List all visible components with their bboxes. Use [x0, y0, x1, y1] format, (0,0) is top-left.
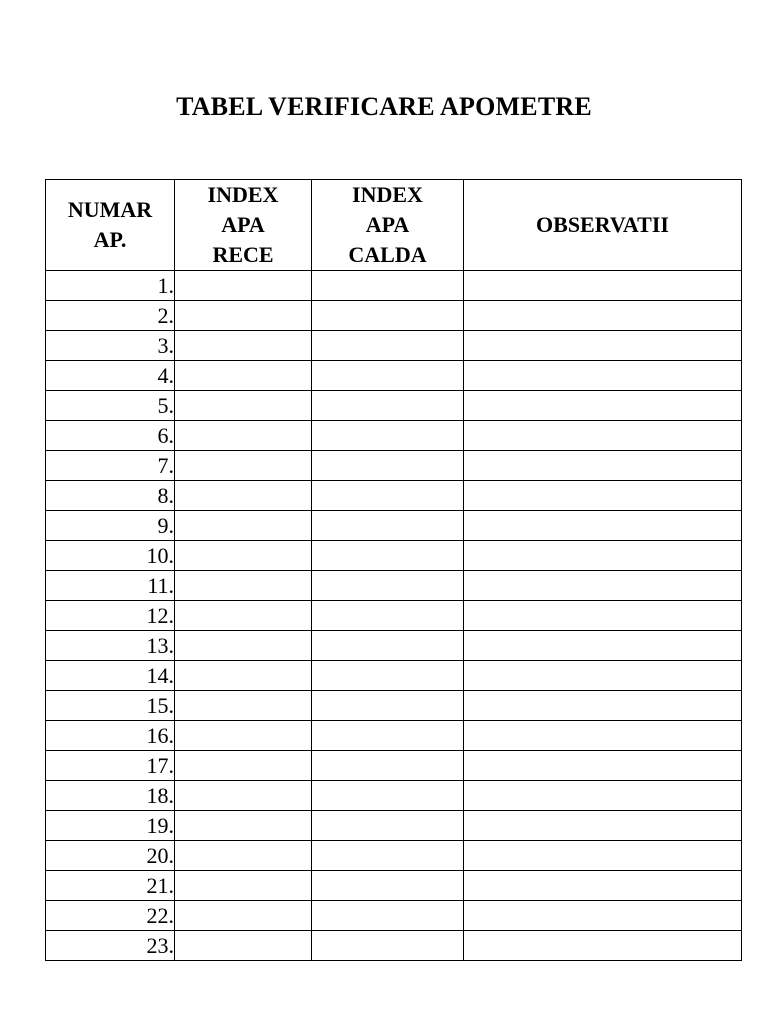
- hot-water-index-cell[interactable]: [312, 691, 464, 721]
- observations-cell[interactable]: [464, 301, 742, 331]
- apartment-number-cell: 10.: [46, 541, 175, 571]
- observations-cell[interactable]: [464, 661, 742, 691]
- table-row: [46, 661, 742, 691]
- observations-cell[interactable]: [464, 391, 742, 421]
- header-cold-water-index: [175, 180, 312, 271]
- apartment-number-cell: 11.: [46, 571, 175, 601]
- header-line: APA: [365, 212, 410, 237]
- apartment-number-cell: 13.: [46, 631, 175, 661]
- observations-cell[interactable]: [464, 271, 742, 301]
- apartment-number-cell: 7.: [46, 451, 175, 481]
- hot-water-index-cell[interactable]: [312, 751, 464, 781]
- table-row: [46, 811, 742, 841]
- hot-water-index-cell[interactable]: [312, 301, 464, 331]
- header-line: INDEX: [207, 182, 279, 207]
- cold-water-index-cell[interactable]: [175, 901, 312, 931]
- cold-water-index-cell[interactable]: [175, 691, 312, 721]
- table-row: [46, 481, 742, 511]
- observations-cell[interactable]: [464, 721, 742, 751]
- table-row: [46, 841, 742, 871]
- observations-cell[interactable]: [464, 571, 742, 601]
- apartment-number-cell: 17.: [46, 751, 175, 781]
- apartment-number-cell: 18.: [46, 781, 175, 811]
- hot-water-index-cell[interactable]: [312, 511, 464, 541]
- apartment-number-cell: 23.: [46, 931, 175, 961]
- hot-water-index-cell[interactable]: [312, 451, 464, 481]
- apartment-number-cell: 2.: [46, 301, 175, 331]
- hot-water-index-cell[interactable]: [312, 631, 464, 661]
- hot-water-index-cell[interactable]: [312, 571, 464, 601]
- table-header-row: [46, 180, 742, 271]
- table-row: [46, 571, 742, 601]
- table-row: [46, 781, 742, 811]
- apartment-number-cell: 4.: [46, 361, 175, 391]
- header-hot-water-index: [312, 180, 464, 271]
- hot-water-index-cell[interactable]: [312, 481, 464, 511]
- table-row: [46, 421, 742, 451]
- hot-water-index-cell[interactable]: [312, 661, 464, 691]
- header-line: CALDA: [348, 242, 427, 267]
- cold-water-index-cell[interactable]: [175, 661, 312, 691]
- observations-cell[interactable]: [464, 481, 742, 511]
- apartment-number-cell: 3.: [46, 331, 175, 361]
- apartment-number-cell: 1.: [46, 271, 175, 301]
- table-row: [46, 691, 742, 721]
- hot-water-index-cell[interactable]: [312, 421, 464, 451]
- apartment-number-cell: 22.: [46, 901, 175, 931]
- cold-water-index-cell[interactable]: [175, 751, 312, 781]
- header-line: OBSERVATII: [536, 212, 669, 237]
- apartment-number-cell: 12.: [46, 601, 175, 631]
- observations-cell[interactable]: [464, 631, 742, 661]
- cold-water-index-cell[interactable]: [175, 931, 312, 961]
- header-line: INDEX: [352, 182, 423, 207]
- cold-water-index-cell[interactable]: [175, 421, 312, 451]
- hot-water-index-cell[interactable]: [312, 901, 464, 931]
- apartment-number-cell: 14.: [46, 661, 175, 691]
- observations-cell[interactable]: [464, 511, 742, 541]
- cold-water-index-cell[interactable]: [175, 721, 312, 751]
- observations-cell[interactable]: [464, 871, 742, 901]
- table-body: [46, 271, 742, 961]
- hot-water-index-cell[interactable]: [312, 871, 464, 901]
- observations-cell[interactable]: [464, 451, 742, 481]
- cold-water-index-cell[interactable]: [175, 781, 312, 811]
- cold-water-index-cell[interactable]: [175, 571, 312, 601]
- apartment-number-cell: 15.: [46, 691, 175, 721]
- table-row: [46, 751, 742, 781]
- observations-cell[interactable]: [464, 781, 742, 811]
- observations-cell[interactable]: [464, 811, 742, 841]
- table-row: [46, 871, 742, 901]
- header-line: AP.: [93, 227, 127, 252]
- apartment-number-cell: 21.: [46, 871, 175, 901]
- observations-cell[interactable]: [464, 361, 742, 391]
- cold-water-index-cell[interactable]: [175, 361, 312, 391]
- apartment-number-cell: 9.: [46, 511, 175, 541]
- cold-water-index-cell[interactable]: [175, 541, 312, 571]
- apartment-number-cell: 6.: [46, 421, 175, 451]
- table-row: [46, 301, 742, 331]
- cold-water-index-cell[interactable]: [175, 481, 312, 511]
- table-row: [46, 541, 742, 571]
- table-row: [46, 511, 742, 541]
- cold-water-index-cell[interactable]: [175, 331, 312, 361]
- header-observations: [464, 180, 742, 271]
- header-line: NUMAR: [67, 197, 153, 222]
- cold-water-index-cell[interactable]: [175, 511, 312, 541]
- cold-water-index-cell[interactable]: [175, 451, 312, 481]
- observations-cell[interactable]: [464, 931, 742, 961]
- table-row: [46, 631, 742, 661]
- hot-water-index-cell[interactable]: [312, 931, 464, 961]
- observations-cell[interactable]: [464, 331, 742, 361]
- observations-cell[interactable]: [464, 901, 742, 931]
- cold-water-index-cell[interactable]: [175, 271, 312, 301]
- apartment-number-cell: 16.: [46, 721, 175, 751]
- cold-water-index-cell[interactable]: [175, 871, 312, 901]
- table-row: [46, 361, 742, 391]
- apartment-number-cell: 20.: [46, 841, 175, 871]
- apartment-number-cell: 8.: [46, 481, 175, 511]
- apartment-number-cell: 19.: [46, 811, 175, 841]
- hot-water-index-cell[interactable]: [312, 271, 464, 301]
- observations-cell[interactable]: [464, 751, 742, 781]
- page-title: TABEL VERIFICARE APOMETRE: [176, 92, 592, 121]
- observations-cell[interactable]: [464, 541, 742, 571]
- header-apartment-number: [46, 180, 175, 271]
- apartment-number-cell: 5.: [46, 391, 175, 421]
- table-row: [46, 901, 742, 931]
- cold-water-index-cell[interactable]: [175, 391, 312, 421]
- table-row: [46, 601, 742, 631]
- table-row: [46, 931, 742, 961]
- observations-cell[interactable]: [464, 691, 742, 721]
- header-line: APA: [221, 212, 265, 237]
- hot-water-index-cell[interactable]: [312, 391, 464, 421]
- water-meter-table: [45, 179, 742, 961]
- cold-water-index-cell[interactable]: [175, 601, 312, 631]
- hot-water-index-cell[interactable]: [312, 811, 464, 841]
- cold-water-index-cell[interactable]: [175, 811, 312, 841]
- hot-water-index-cell[interactable]: [312, 721, 464, 751]
- table-row: [46, 451, 742, 481]
- table-row: [46, 271, 742, 301]
- table-row: [46, 721, 742, 751]
- hot-water-index-cell[interactable]: [312, 781, 464, 811]
- hot-water-index-cell[interactable]: [312, 601, 464, 631]
- header-line: RECE: [212, 242, 274, 267]
- hot-water-index-cell[interactable]: [312, 331, 464, 361]
- table-row: [46, 331, 742, 361]
- hot-water-index-cell[interactable]: [312, 541, 464, 571]
- hot-water-index-cell[interactable]: [312, 841, 464, 871]
- table-row: [46, 391, 742, 421]
- observations-cell[interactable]: [464, 421, 742, 451]
- cold-water-index-cell[interactable]: [175, 301, 312, 331]
- cold-water-index-cell[interactable]: [175, 841, 312, 871]
- cold-water-index-cell[interactable]: [175, 631, 312, 661]
- observations-cell[interactable]: [464, 841, 742, 871]
- observations-cell[interactable]: [464, 601, 742, 631]
- hot-water-index-cell[interactable]: [312, 361, 464, 391]
